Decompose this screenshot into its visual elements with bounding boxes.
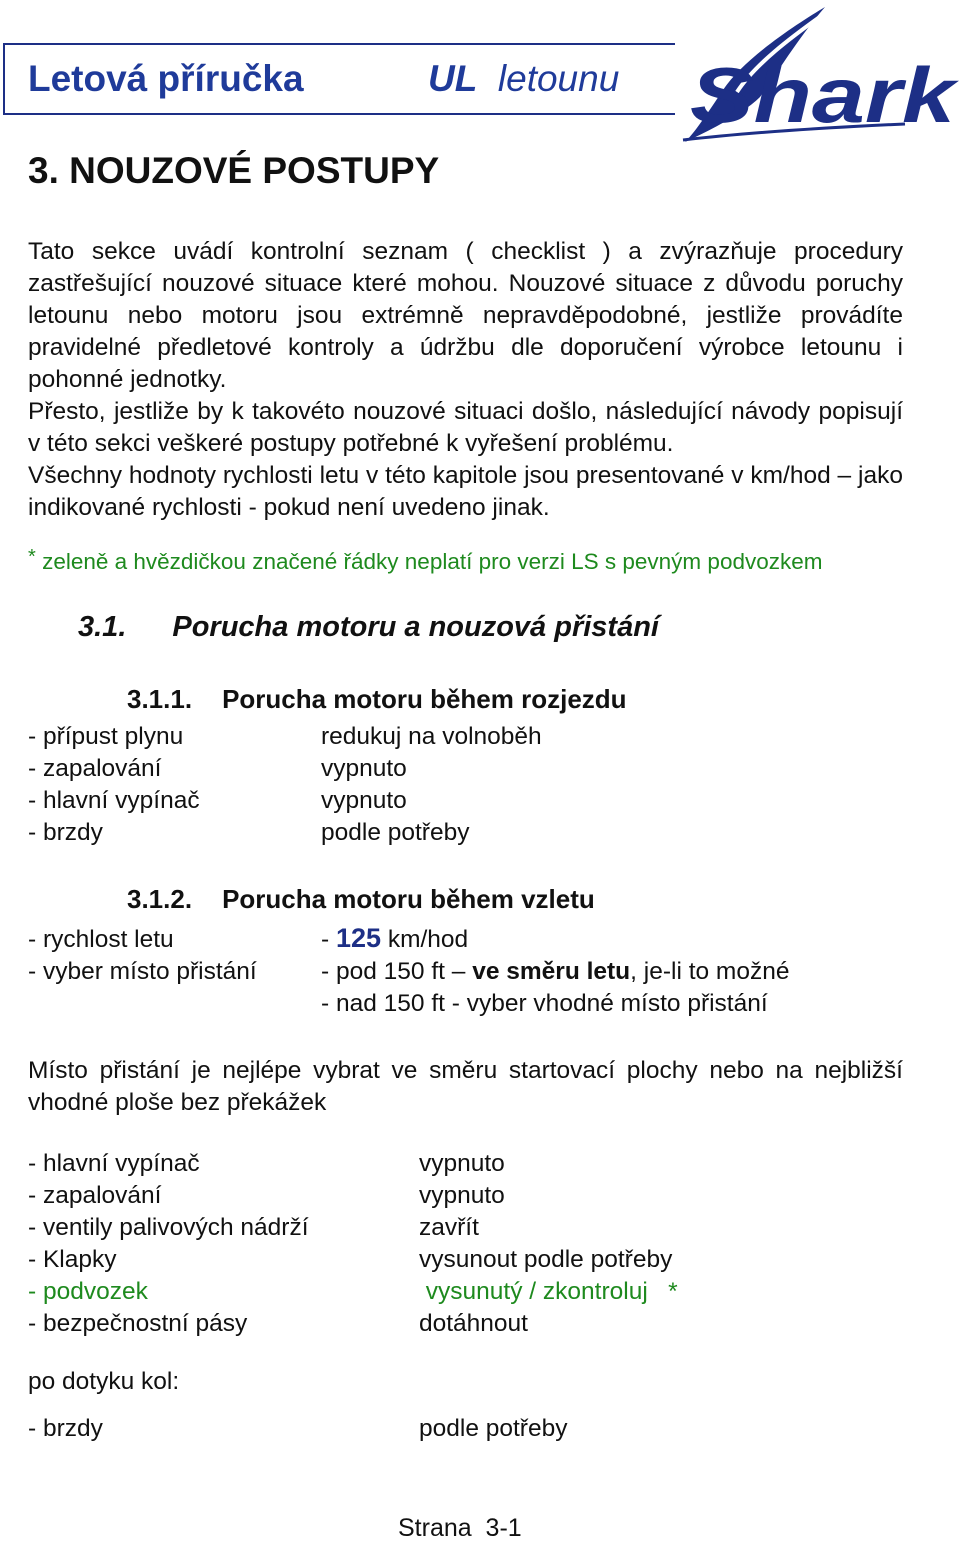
checklist-label: - přípust plynu xyxy=(28,723,184,750)
speed-value-group xyxy=(321,923,468,954)
intro-paragraph-2: Přesto, jestliže by k takovéto nouzové situaci došlo, následující návody popisují v této sekci veškeré postupy potřebné k vyřešení problému. xyxy=(28,398,903,457)
manual-title: Letová příručka xyxy=(28,58,304,99)
subsubsection-number: 3.1.1. xyxy=(127,684,193,714)
checklist-action: vysunout podle potřeby xyxy=(419,1246,673,1273)
subsubsection-title: Porucha motoru během vzletu xyxy=(222,884,595,914)
subsection-number: 3.1. xyxy=(78,611,127,643)
checklist-action: redukuj na volnoběh xyxy=(321,723,542,750)
below-150-suffix: , je-li to možné xyxy=(630,958,790,985)
variant-note xyxy=(28,546,823,575)
checklist-action: vypnuto xyxy=(321,787,407,814)
below-150-text xyxy=(321,958,789,986)
checklist-action: podle potřeby xyxy=(321,819,470,846)
checklist-label: - bezpečnostní pásy xyxy=(28,1310,248,1337)
checklist-action: podle potřeby xyxy=(419,1415,568,1442)
checklist-label: - brzdy xyxy=(28,819,103,846)
shark-logo xyxy=(675,2,960,152)
checklist-action: vypnuto xyxy=(419,1182,505,1209)
page-number: Strana 3-1 xyxy=(398,1514,522,1542)
note-star: * xyxy=(28,546,36,568)
intro-paragraph-1: Tato sekce uvádí kontrolní seznam ( checklist ) a zvýrazňuje procedury zastřešující nouzové situace které mohou. Nouzové situace z důvodu poruchy letounu nebo motoru jsou extrémně nepravděpodobné, jestliže provádíte pravidelné předletové kontroly a údržbu dle doporučení výrobce letounu i pohonné jednotky. xyxy=(28,238,903,393)
subsubsection-title: Porucha motoru během rozjezdu xyxy=(222,684,627,714)
checklist-label: - Klapky xyxy=(28,1246,117,1273)
speed-prefix: - xyxy=(321,926,336,953)
note-text: zeleně a hvězdičkou značené řádky neplatí pro verzi LS s pevným podvozkem xyxy=(42,549,823,574)
checklist-action: vypnuto xyxy=(419,1150,505,1177)
speed-unit: km/hod xyxy=(381,926,469,953)
subsubsection-heading-takeoff-run xyxy=(127,684,627,715)
aircraft-type-ul: UL xyxy=(428,58,478,99)
checklist-action: vypnuto xyxy=(321,755,407,782)
below-150-prefix: - pod 150 ft – xyxy=(321,958,473,985)
checklist-label: - hlavní vypínač xyxy=(28,787,200,814)
subsubsection-number: 3.1.2. xyxy=(127,884,193,914)
logo-wordmark: Shark xyxy=(690,51,960,139)
below-150-bold: ve směru letu xyxy=(472,958,631,985)
checklist-label: - zapalování xyxy=(28,755,162,782)
speed-value: 125 xyxy=(335,923,382,953)
checklist-label: - hlavní vypínač xyxy=(28,1150,200,1177)
landing-site-label: - vyber místo přistání xyxy=(28,958,257,985)
above-150-text: - nad 150 ft - vyber vhodné místo přistání xyxy=(321,990,768,1017)
intro-paragraph-3: Všechny hodnoty rychlosti letu v této kapitole jsou presentované v km/hod – jako indikované rychlosti - pokud není uvedeno jinak. xyxy=(28,462,903,521)
subsection-title: Porucha motoru a nouzová přistání xyxy=(172,611,659,643)
section-title: 3. NOUZOVÉ POSTUPY xyxy=(28,150,440,191)
landing-site-paragraph: Místo přistání je nejlépe vybrat ve směru startovací plochy nebo na nejbližší vhodné ploše bez překážek xyxy=(28,1057,903,1116)
checklist-action: vysunutý / zkontroluj * xyxy=(419,1278,678,1305)
checklist-label: - zapalování xyxy=(28,1182,162,1209)
speed-label: - rychlost letu xyxy=(28,926,174,953)
checklist-label: - ventily palivových nádrží xyxy=(28,1214,309,1241)
checklist-label: - brzdy xyxy=(28,1415,103,1442)
aircraft-type-text: letounu xyxy=(497,58,620,99)
checklist-action: zavřít xyxy=(419,1214,479,1241)
aircraft-type xyxy=(428,58,619,100)
subsubsection-heading-takeoff xyxy=(127,884,595,915)
subsection-heading xyxy=(78,611,659,644)
checklist-action: dotáhnout xyxy=(419,1310,528,1337)
touchdown-label: po dotyku kol: xyxy=(28,1368,180,1395)
checklist-label: - podvozek xyxy=(28,1278,148,1305)
